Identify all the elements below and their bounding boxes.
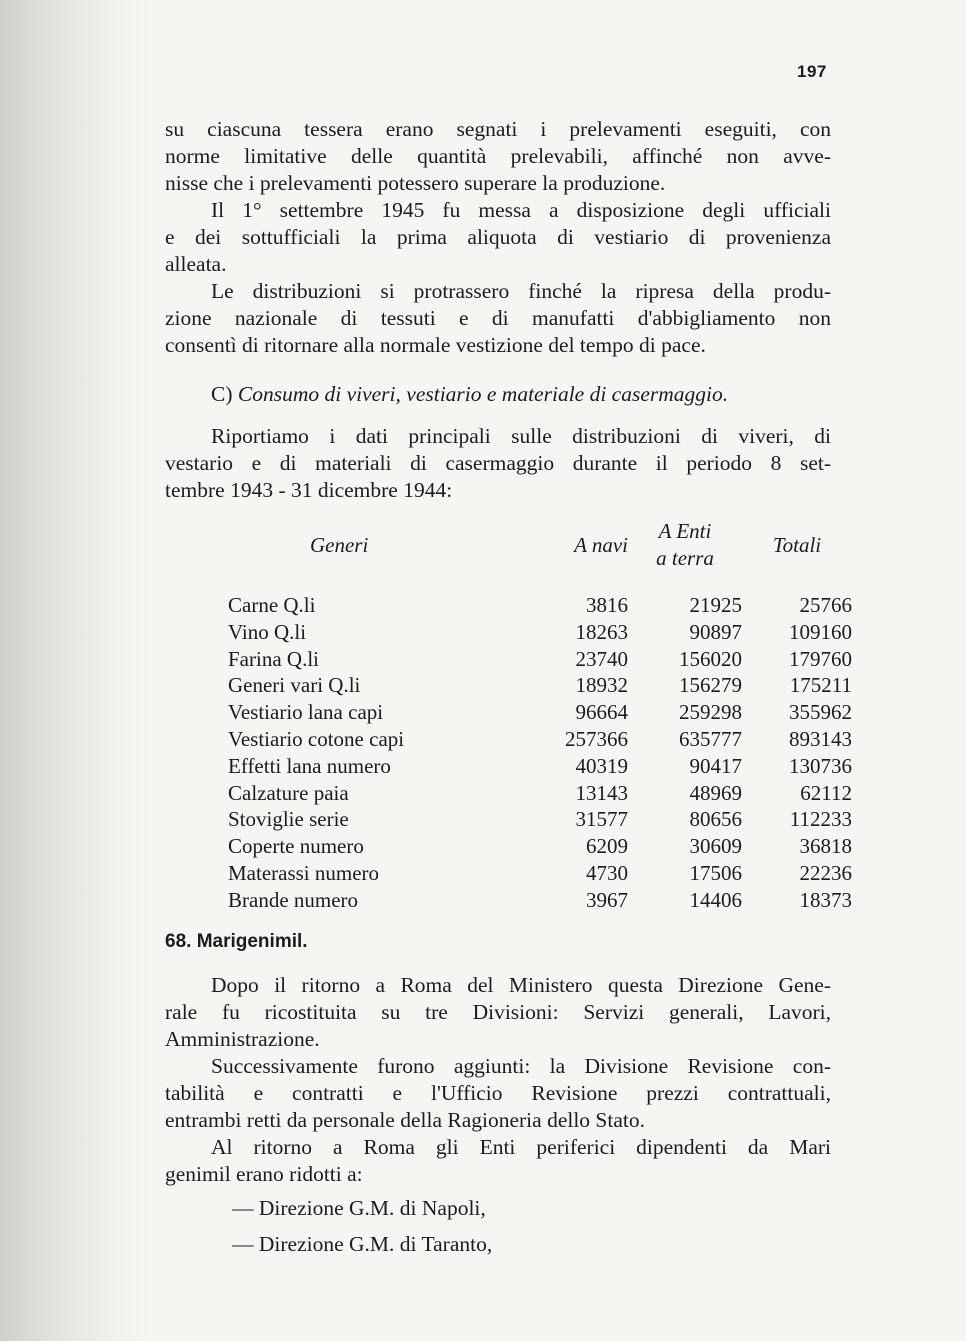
cell-genere: Brande numero xyxy=(228,887,359,912)
cell-genere: Effetti lana numero xyxy=(228,753,391,778)
cell-totali: 109160 xyxy=(789,619,852,644)
cell-navi: 18263 xyxy=(575,619,628,644)
cell-genere: Materassi numero xyxy=(228,860,380,885)
text-line: Al ritorno a Roma gli Enti periferici dipendenti da Mari xyxy=(211,1135,831,1159)
cell-enti: 90897 xyxy=(689,619,742,644)
text-line: Dopo il ritorno a Roma del Ministero questa Direzione Gene- xyxy=(211,973,831,997)
cell-navi: 3816 xyxy=(586,593,628,617)
section-c-heading xyxy=(211,382,728,407)
paragraph-september-1945 xyxy=(165,197,831,278)
cell-genere: Generi vari Q.li xyxy=(228,673,361,698)
cell-totali: 893143 xyxy=(789,726,852,751)
cell-genere: Farina Q.li xyxy=(228,646,319,671)
text-line: alleata. xyxy=(165,252,227,276)
table-row xyxy=(228,833,852,860)
table-row xyxy=(228,646,852,673)
cell-enti: 14406 xyxy=(689,887,742,912)
table-row xyxy=(228,753,852,780)
cell-navi: 23740 xyxy=(575,646,628,671)
distribution-table xyxy=(228,518,852,914)
table-row xyxy=(228,780,852,807)
table-row xyxy=(228,619,852,646)
cell-navi: 257366 xyxy=(565,726,628,751)
text-line: rale fu ricostituita su tre Divisioni: Servizi generali, Lavori, xyxy=(165,1000,831,1024)
text-line: entrambi retti da personale della Ragioneria dello Stato. xyxy=(165,1108,646,1132)
table-row xyxy=(228,699,852,726)
cell-enti: 30609 xyxy=(689,834,742,859)
section-c-title: Consumo di viveri, vestiario e materiale di casermaggio. xyxy=(237,382,729,406)
paragraph-peripheral-entities xyxy=(165,1134,831,1188)
text-line: vestario e di materiali di casermaggio durante il periodo 8 set- xyxy=(165,451,831,475)
cell-genere: Calzature paia xyxy=(228,780,349,805)
cell-totali: 112233 xyxy=(789,807,852,832)
cell-enti: 17506 xyxy=(689,860,742,885)
cell-enti: 156020 xyxy=(679,646,742,671)
cell-enti: 80656 xyxy=(689,807,742,832)
list-item-taranto: — Direzione G.M. di Taranto, xyxy=(232,1232,493,1256)
text-line: Successivamente furono aggiunti: la Divisione Revisione con- xyxy=(211,1054,831,1078)
paragraph-distributions-continued xyxy=(165,278,831,359)
text-line: su ciascuna tessera erano segnati i prelevamenti eseguiti, con xyxy=(165,117,831,141)
list-item-napoli: — Direzione G.M. di Napoli, xyxy=(232,1196,486,1220)
cell-totali: 36818 xyxy=(799,834,852,859)
text-line: tembre 1943 - 31 dicembre 1944: xyxy=(165,478,453,502)
text-line: Riportiamo i dati principali sulle distribuzioni di viveri, di xyxy=(211,424,831,448)
text-line: norme limitative delle quantità prelevabili, affinché non avve- xyxy=(165,144,831,168)
header-enti xyxy=(628,518,742,592)
cell-totali: 175211 xyxy=(789,673,852,698)
text-line: nisse che i prelevamenti potessero superare la produzione. xyxy=(165,171,666,195)
paragraph-additions xyxy=(165,1053,831,1134)
cell-navi: 96664 xyxy=(575,700,628,725)
cell-totali: 355962 xyxy=(789,700,852,725)
cell-totali: 22236 xyxy=(799,860,852,885)
scan-binding-shadow xyxy=(0,0,150,1341)
header-enti-line1: A Enti xyxy=(658,519,712,543)
cell-genere: Vino Q.li xyxy=(228,619,307,644)
cell-totali: 18373 xyxy=(799,887,852,912)
table-row xyxy=(228,672,852,699)
header-totali: Totali xyxy=(772,532,822,557)
cell-genere: Carne Q.li xyxy=(228,593,316,617)
cell-enti: 156279 xyxy=(679,673,742,698)
cell-enti: 48969 xyxy=(689,780,742,805)
table-row xyxy=(228,860,852,887)
cell-enti: 90417 xyxy=(689,753,742,778)
text-line: consentì di ritornare alla normale vestizione del tempo di pace. xyxy=(165,333,706,357)
table-row xyxy=(228,887,852,914)
text-line: Le distribuzioni si protrassero finché la ripresa della produ- xyxy=(211,279,831,303)
cell-totali: 62112 xyxy=(800,780,852,805)
cell-enti: 635777 xyxy=(679,726,742,751)
text-line: tabilità e contratti e l'Ufficio Revisione prezzi contrattuali, xyxy=(165,1081,831,1105)
text-line: Amministrazione. xyxy=(165,1027,320,1051)
section-c-label: C) xyxy=(211,382,233,406)
page-number: 197 xyxy=(797,62,827,81)
text-line: Il 1° settembre 1945 fu messa a disposizione degli ufficiali xyxy=(211,198,831,222)
table-header-row xyxy=(228,518,852,592)
cell-genere: Vestiario lana capi xyxy=(228,700,384,725)
cell-totali: 130736 xyxy=(789,753,852,778)
cell-totali: 25766 xyxy=(799,593,852,617)
heading-68-marigenimil: 68. Marigenimil. xyxy=(165,931,308,952)
cell-enti: 21925 xyxy=(689,593,742,617)
paragraph-distribution-limits xyxy=(165,116,831,197)
cell-navi: 40319 xyxy=(575,753,628,778)
cell-genere: Vestiario cotone capi xyxy=(228,726,405,751)
cell-navi: 18932 xyxy=(575,673,628,698)
cell-genere: Coperte numero xyxy=(228,834,364,859)
cell-genere: Stoviglie serie xyxy=(228,807,349,832)
header-generi: Generi xyxy=(310,532,369,557)
cell-navi: 31577 xyxy=(575,807,628,832)
cell-navi: 6209 xyxy=(586,834,628,859)
text-line: genimil erano ridotti a: xyxy=(165,1162,363,1186)
table-row xyxy=(228,726,852,753)
cell-navi: 13143 xyxy=(575,780,628,805)
header-enti-line2: a terra xyxy=(656,546,714,570)
text-line: zione nazionale di tessuti e di manufatti d'abbigliamento non xyxy=(165,306,831,330)
paragraph-intro-data xyxy=(165,423,831,504)
text-line: e dei sottufficiali la prima aliquota di vestiario di provenienza xyxy=(165,225,831,249)
cell-enti: 259298 xyxy=(679,700,742,725)
table-body xyxy=(228,592,852,914)
header-navi: A navi xyxy=(574,532,628,557)
cell-navi: 3967 xyxy=(586,887,628,912)
cell-navi: 4730 xyxy=(586,860,628,885)
table-row xyxy=(228,592,852,619)
table-row xyxy=(228,806,852,833)
paragraph-return-rome xyxy=(165,972,831,1053)
cell-totali: 179760 xyxy=(789,646,852,671)
